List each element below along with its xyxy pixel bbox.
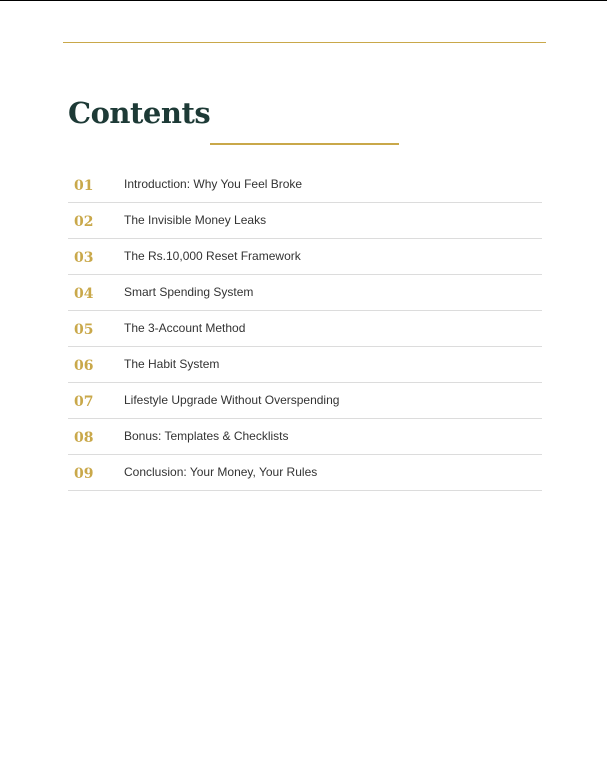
toc-item-label: The Invisible Money Leaks (124, 213, 267, 227)
toc-item[interactable] (68, 203, 542, 239)
toc-item-number: 01 (74, 178, 94, 194)
toc-item-number: 06 (74, 358, 94, 374)
toc-item-label: The 3-Account Method (124, 321, 246, 335)
toc-item-number: 04 (74, 286, 94, 302)
page-title: Contents (68, 96, 211, 130)
title-underline (210, 143, 399, 145)
toc-item-label: Bonus: Templates & Checklists (124, 429, 289, 443)
toc-item-label: Lifestyle Upgrade Without Overspending (124, 393, 340, 407)
table-of-contents (68, 167, 542, 491)
toc-item[interactable] (68, 239, 542, 275)
toc-item-number: 09 (74, 466, 94, 482)
toc-item[interactable] (68, 455, 542, 491)
toc-item-number: 07 (74, 394, 94, 410)
toc-item-number: 08 (74, 430, 94, 446)
toc-item[interactable] (68, 275, 542, 311)
toc-item-label: The Habit System (124, 357, 220, 371)
toc-item[interactable] (68, 167, 542, 203)
toc-item-number: 05 (74, 322, 94, 338)
toc-item-label: The Rs.10,000 Reset Framework (124, 249, 301, 263)
toc-item[interactable] (68, 311, 542, 347)
toc-item-label: Smart Spending System (124, 285, 254, 299)
toc-item-label: Conclusion: Your Money, Your Rules (124, 465, 318, 479)
toc-item-label: Introduction: Why You Feel Broke (124, 177, 303, 191)
toc-item[interactable] (68, 383, 542, 419)
toc-item[interactable] (68, 419, 542, 455)
toc-item-number: 03 (74, 250, 94, 266)
toc-item[interactable] (68, 347, 542, 383)
header-rule (63, 42, 546, 43)
toc-item-number: 02 (74, 214, 94, 230)
